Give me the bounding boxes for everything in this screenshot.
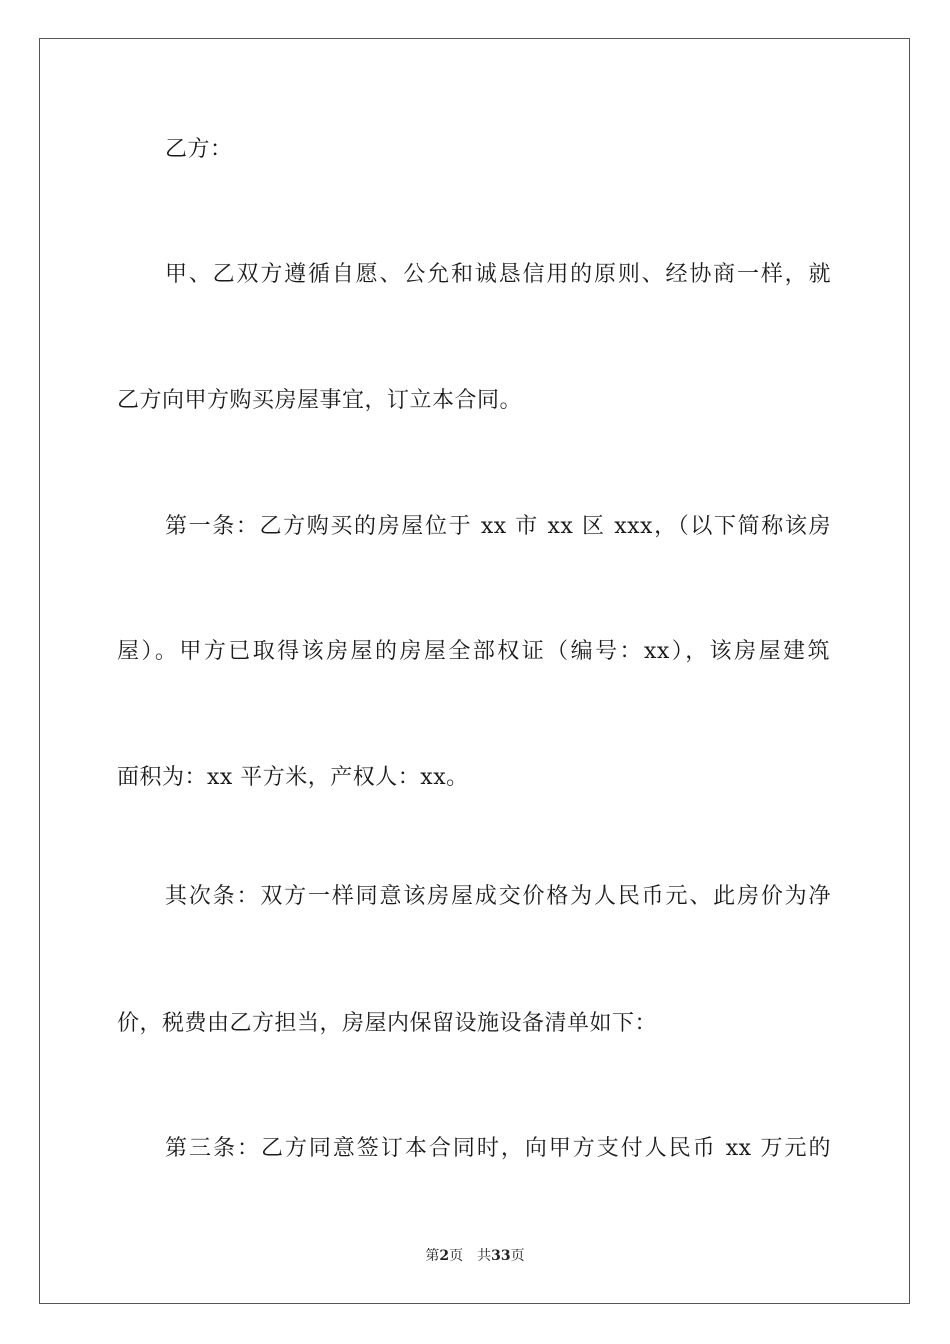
- paragraph-1-line-1: 甲、乙双方遵循自愿、公允和诚恳信用的原则、经协商一样，就: [165, 262, 831, 287]
- article-2-line-2: 价，税费由乙方担当，房屋内保留设施设备清单如下：: [117, 1011, 658, 1036]
- paragraph-1-line-2: 乙方向甲方购买房屋事宜，订立本合同。: [117, 388, 523, 413]
- article-2-line-1: 其次条：双方一样同意该房屋成交价格为人民币元、此房价为净: [165, 884, 831, 909]
- page-frame: [39, 38, 910, 1304]
- page-number: 2: [439, 1248, 450, 1264]
- total-prefix: 共: [477, 1248, 492, 1264]
- article-3-line-1: 第三条：乙方同意签订本合同时，向甲方支付人民币 xx 万元的: [165, 1136, 831, 1161]
- total-pages: 33: [491, 1248, 511, 1264]
- total-suffix: 页: [510, 1248, 525, 1264]
- page-prefix: 第: [425, 1248, 440, 1264]
- page-suffix: 页: [449, 1248, 464, 1264]
- article-1-line-2: 屋）。甲方已取得该房屋的房屋全部权证（编号：xx），该房屋建筑: [117, 639, 830, 664]
- article-1-line-1: 第一条：乙方购买的房屋位于 xx 市 xx 区 xxx，（以下简称该房: [165, 514, 831, 539]
- page-footer: [0, 1246, 950, 1266]
- party-b-label: 乙方：: [165, 137, 233, 162]
- article-1-line-3: 面积为：xx 平方米，产权人：xx。: [117, 765, 469, 790]
